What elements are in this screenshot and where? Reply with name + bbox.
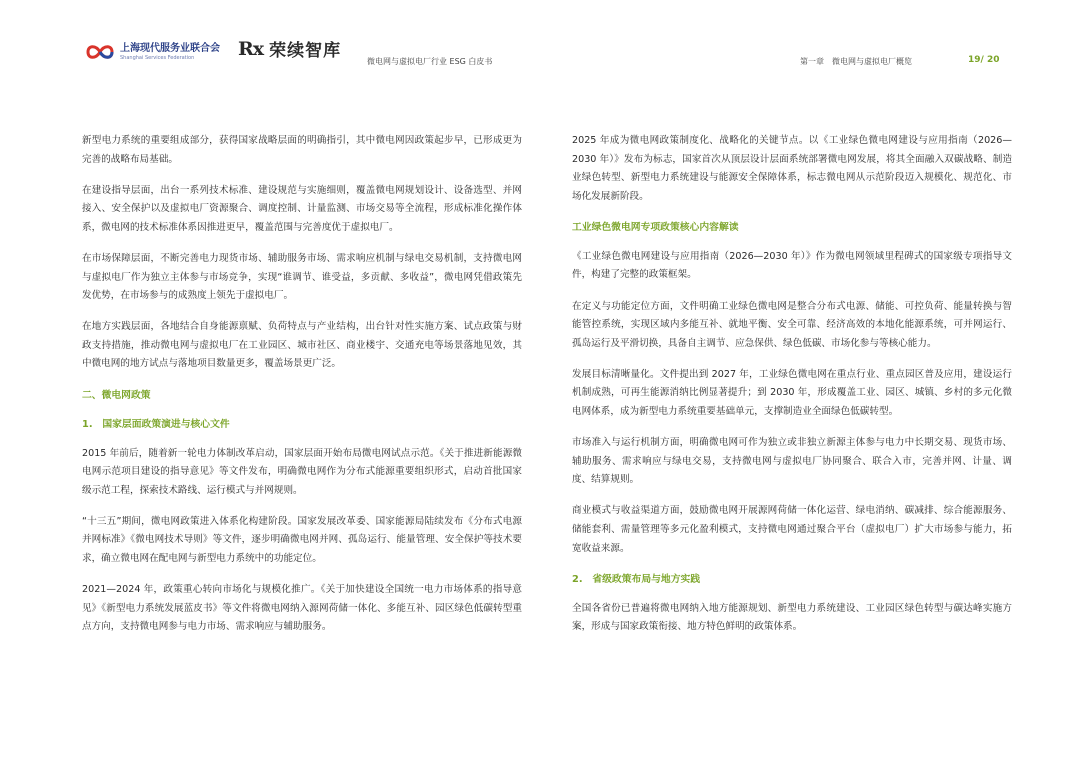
- page-number: 19/ 20: [968, 55, 1000, 65]
- paragraph: 在市场保障层面，不断完善电力现货市场、辅助服务市场、需求响应机制与绿电交易机制，支持微电网与虚拟电厂作为独立主体参与市场竞争，实现“谁调节、谁受益，多贡献、多收益”，微电网凭借政策先发优势，在市场参与的成熟度上领先于虚拟电厂。: [82, 252, 522, 302]
- paragraph: 发展目标清晰量化。文件提出到 2027 年，工业绿色微电网在重点行业、重点园区普及应用，建设运行机制成熟，可再生能源消纳比例显著提升；到 2030 年，形成覆盖工业、园区、城镇、乡村的多元化微电网体系，成为新型电力系统重要基础单元，支撑制造业全面绿色低碳转型。: [572, 368, 1012, 418]
- brand-logo: [238, 36, 341, 61]
- subsection-heading: 工业绿色微电网专项政策核心内容解读: [572, 221, 739, 233]
- chapter-title: 第一章 微电网与虚拟电厂概览: [800, 57, 912, 66]
- paragraph: 在地方实践层面，各地结合自身能源禀赋、负荷特点与产业结构，出台针对性实施方案、试点政策与财政支持措施，推动微电网与虚拟电厂在工业园区、城市社区、商业楼宇、交通充电等场景落地见效，其中微电网的地方试点与落地项目数量更多，覆盖场景更广泛。: [82, 321, 522, 370]
- paragraph: 全国各省份已普遍将微电网纳入地方能源规划、新型电力系统建设、工业园区绿色转型与碳达峰实施方案，形成与国家政策衔接、地方特色鲜明的政策体系。: [572, 602, 1012, 633]
- paragraph: 2015 年前后，随着新一轮电力体制改革启动，国家层面开始布局微电网试点示范。《关于推进新能源微电网示范项目建设的指导意见》等文件发布，明确微电网作为分布式能源重要组织形式，启动首批国家级示范工程，探索技术路线、运行模式与并网规则。: [82, 447, 522, 496]
- paragraph: 市场准入与运行机制方面，明确微电网可作为独立或非独立新源主体参与电力中长期交易、现货市场、辅助服务、需求响应与绿电交易，支持微电网与虚拟电厂协同聚合、联合入市，完善并网、计量、调度、结算规则。: [572, 437, 1012, 486]
- subsection-heading: 2. 省级政策布局与地方实践: [572, 573, 701, 585]
- page-header: [0, 0, 1080, 80]
- subsection-heading: 1. 国家层面政策演进与核心文件: [82, 418, 230, 430]
- ssf-emblem-icon: [84, 41, 116, 63]
- paragraph: 2021—2024 年，政策重心转向市场化与规模化推广。《关于加快建设全国统一电力市场体系的指导意见》《新型电力系统发展蓝皮书》等文件将微电网纳入源网荷储一体化、多能互补、园区绿色低碳转型重点方向，支持微电网参与电力市场、需求响应与辅助服务。: [82, 584, 522, 633]
- brand-name: 荣续智库: [269, 41, 342, 61]
- ssf-logo-cn: 上海现代服务业联合会: [120, 42, 220, 54]
- ssf-logo: [84, 41, 220, 63]
- paragraph: 在定义与功能定位方面，文件明确工业绿色微电网是整合分布式电源、储能、可控负荷、能量转换与智能管控系统，实现区域内多能互补、就地平衡、安全可靠、经济高效的本地化能源系统，可并网运行、孤岛运行及平滑切换，具备自主调节、应急保供、绿色低碳、市场化参与等核心能力。: [572, 300, 1012, 349]
- right-column: [572, 132, 1012, 649]
- document-title: 微电网与虚拟电厂行业 ESG 白皮书: [367, 57, 493, 66]
- section-heading: 二、微电网政策: [82, 389, 151, 401]
- paragraph: 2025 年成为微电网政策制度化、战略化的关键节点。以《工业绿色微电网建设与应用指南（2026—2030 年）》发布为标志，国家首次从顶层设计层面系统部署微电网发展，将其全面融入双碳战略、制造业绿色转型、新型电力系统建设与能源安全保障体系，标志微电网从示范阶段迈入规模化、规范化、市场化发展新阶段。: [572, 135, 1012, 202]
- left-column: [82, 132, 522, 649]
- brand-mark: Rx: [238, 37, 264, 60]
- paragraph: “十三五”期间，微电网政策进入体系化构建阶段。国家发展改革委、国家能源局陆续发布《分布式电源并网标准》《微电网技术导则》等文件，逐步明确微电网并网、孤岛运行、能量管理、安全保护等技术要求，确立微电网在配电网与新型电力系统中的功能定位。: [82, 515, 522, 564]
- paragraph: 商业模式与收益渠道方面，鼓励微电网开展源网荷储一体化运营、绿电消纳、碳减排、综合能源服务、储能套利、需量管理等多元化盈利模式，支持微电网通过聚合平台（虚拟电厂）扩大市场参与能力，拓宽收益来源。: [572, 505, 1012, 554]
- ssf-logo-en: Shanghai Services Federation: [120, 54, 195, 61]
- paragraph: 新型电力系统的重要组成部分，获得国家战略层面的明确指引，其中微电网因政策起步早，已形成更为完善的战略布局基础。: [82, 135, 522, 165]
- paragraph: 《工业绿色微电网建设与应用指南（2026—2030 年）》作为微电网领域里程碑式的国家级专项指导文件，构建了完整的政策框架。: [572, 250, 1012, 281]
- paragraph: 在建设指导层面，出台一系列技术标准、建设规范与实施细则，覆盖微电网规划设计、设备选型、并网接入、安全保护以及虚拟电厂资源聚合、调度控制、计量监测、市场交易等全流程，形成标准化操作体系，微电网的技术标准体系因推进更早，覆盖范围与完善度优于虚拟电厂。: [82, 184, 522, 233]
